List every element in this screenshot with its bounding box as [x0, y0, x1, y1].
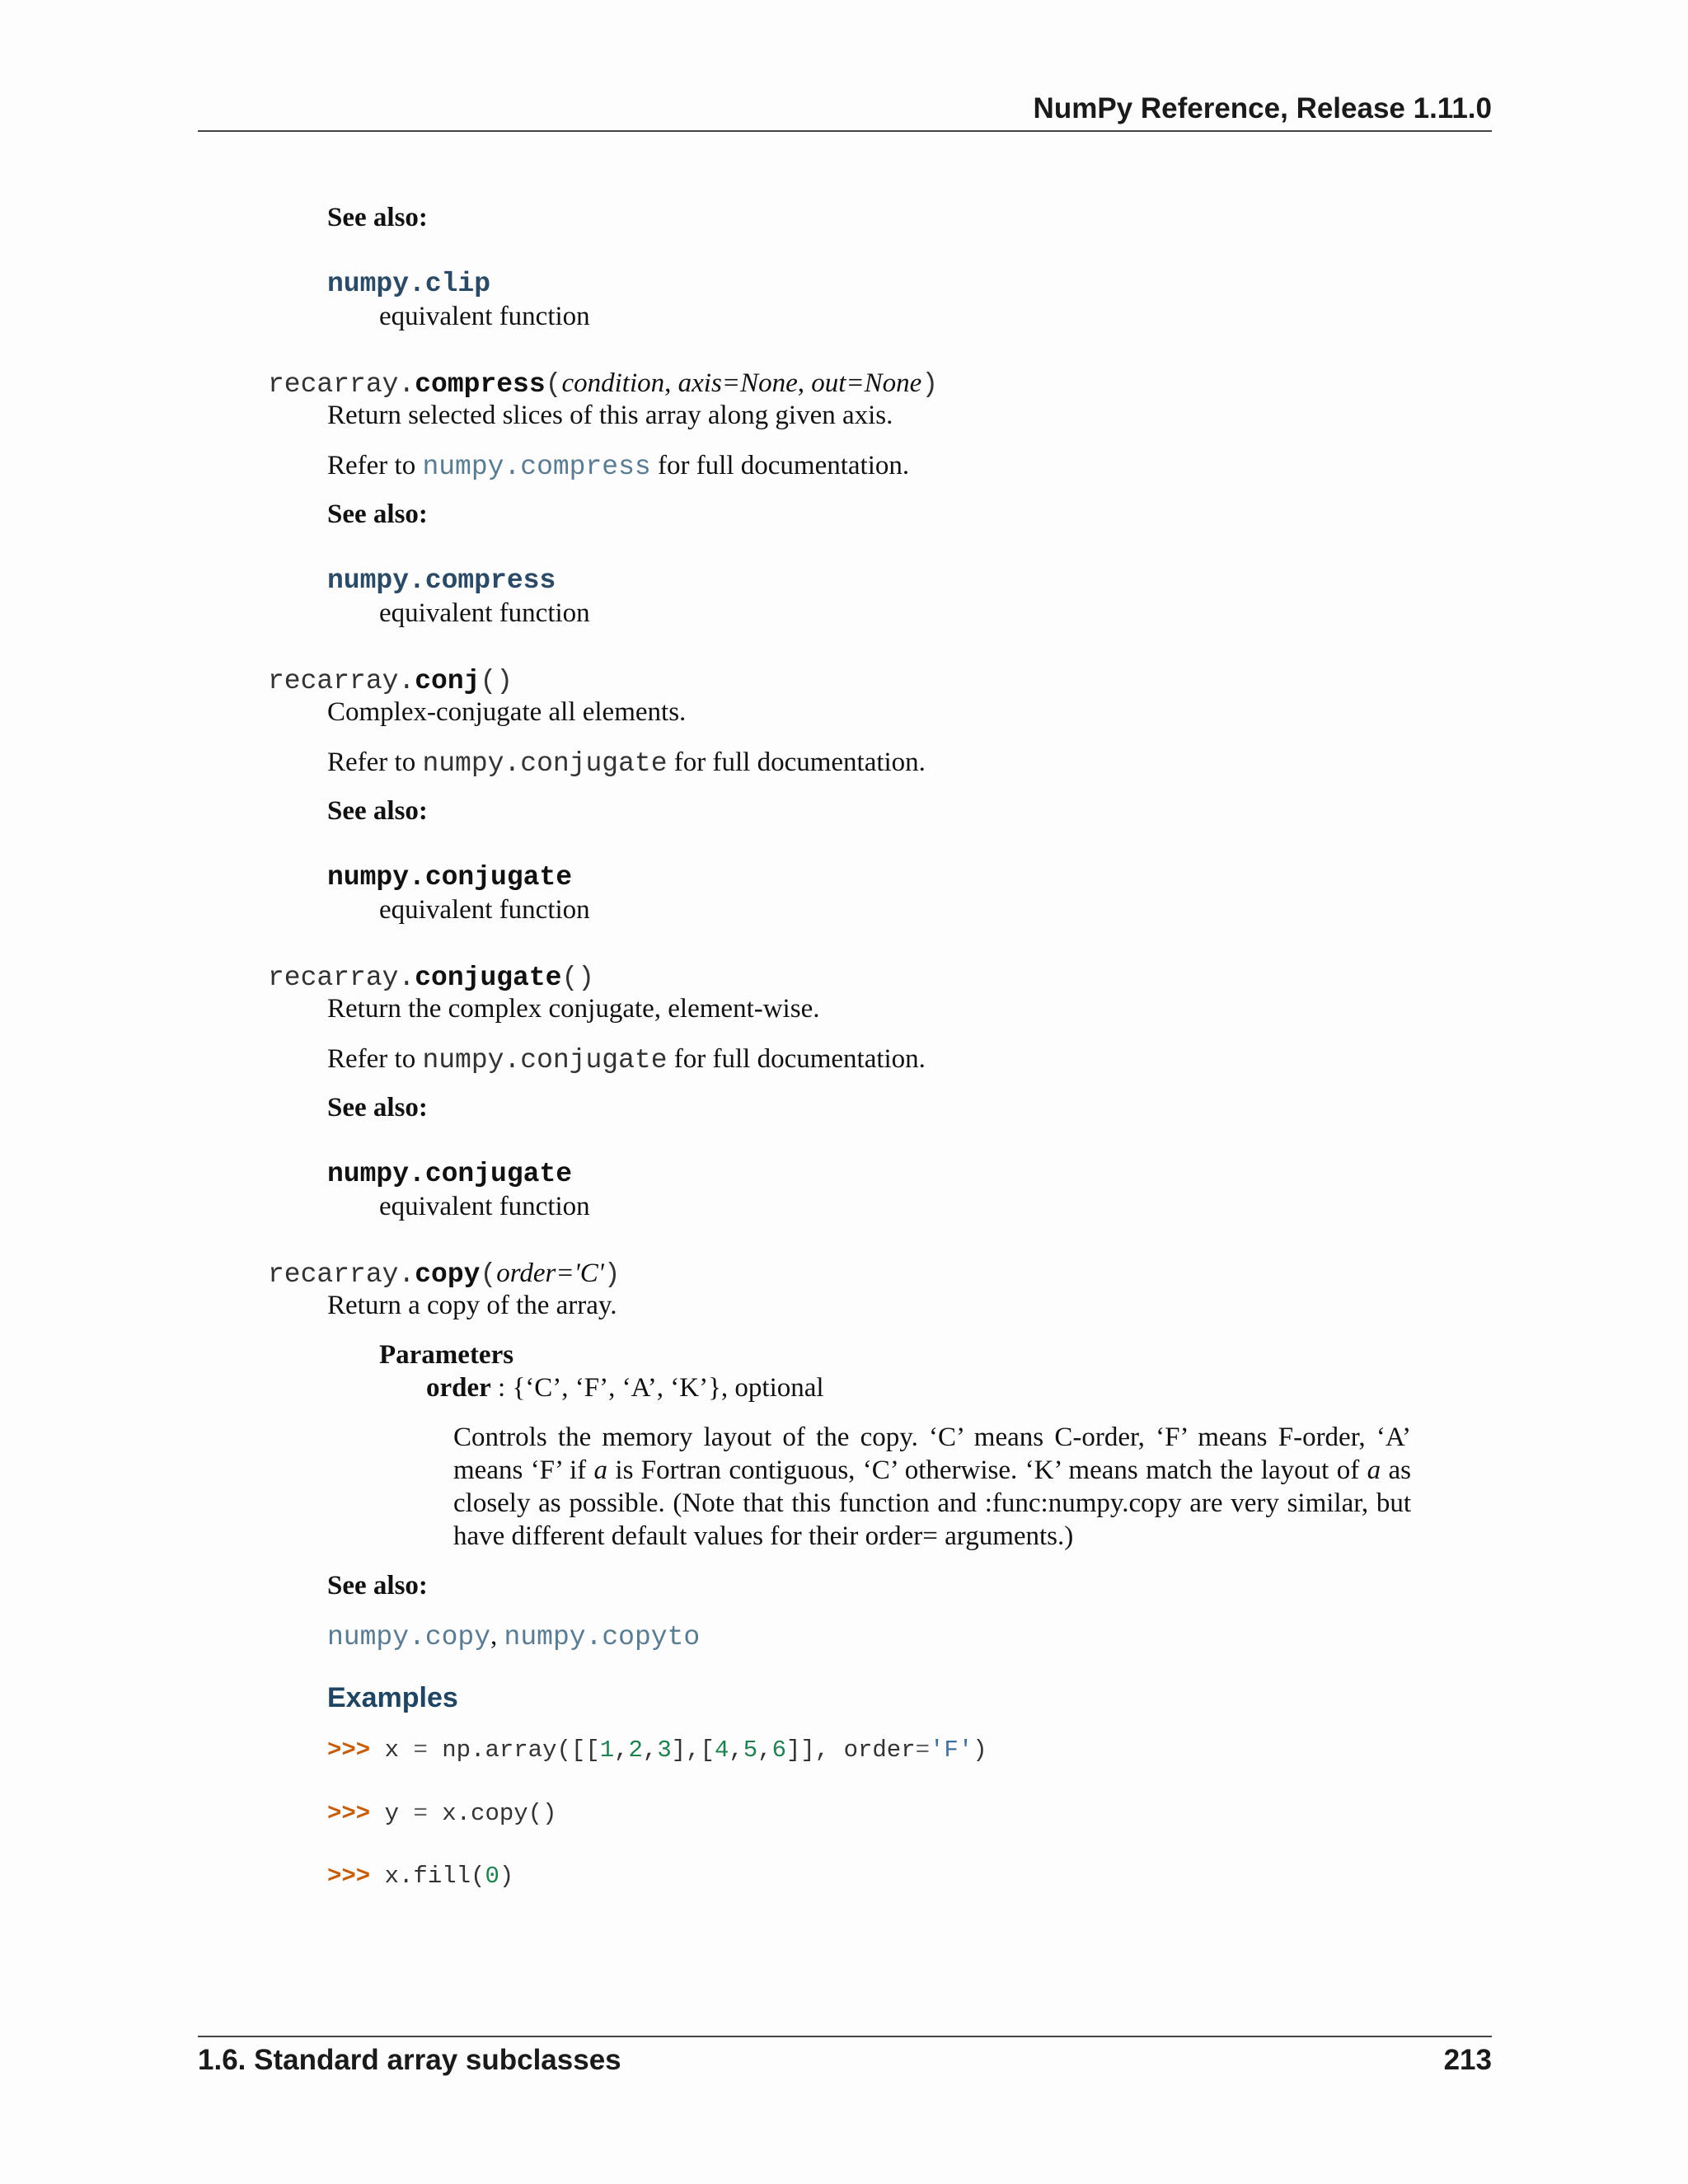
- refer-link-numpy-compress[interactable]: numpy.compress: [422, 452, 651, 482]
- arg-axis: axis=None: [678, 368, 798, 398]
- method-description: Return selected slices of this array along given axis.: [327, 401, 893, 430]
- code-line: [327, 1797, 556, 1830]
- see-also-term-numpy-conjugate: numpy.conjugate: [327, 1159, 573, 1189]
- method-description: Complex-conjugate all elements.: [327, 697, 687, 727]
- see-also-link-numpy-copyto[interactable]: numpy.copyto: [504, 1622, 701, 1652]
- code-token: ,: [642, 1736, 658, 1764]
- method-name: conjugate: [415, 963, 562, 993]
- code-token: ,: [729, 1736, 743, 1764]
- class-name: recarray.: [268, 963, 415, 993]
- running-header: NumPy Reference, Release 1.11.0: [1033, 92, 1492, 124]
- parameters-heading: Parameters: [379, 1340, 514, 1370]
- code-line: [327, 1734, 987, 1767]
- code-token: 'F': [930, 1736, 973, 1764]
- code-token: 1: [599, 1736, 615, 1764]
- see-also-link-numpy-clip[interactable]: numpy.clip: [327, 269, 491, 299]
- code-prompt: >>>: [327, 1800, 371, 1827]
- arg-order: order='C': [496, 1258, 604, 1288]
- code-prompt: >>>: [327, 1863, 371, 1890]
- code-token: =: [915, 1736, 931, 1764]
- code-token: 2: [628, 1736, 643, 1764]
- code-token: ]], order: [785, 1736, 916, 1764]
- code-token: ],[: [671, 1736, 715, 1764]
- see-also-link-description: equivalent function: [379, 895, 590, 925]
- page-number: 213: [1443, 2044, 1492, 2076]
- code-line: [327, 1860, 513, 1893]
- examples-heading: Examples: [327, 1682, 458, 1713]
- method-signature-copy: recarray.copy(order='C'): [268, 1258, 621, 1290]
- code-token: 5: [743, 1736, 758, 1764]
- class-name: recarray.: [268, 666, 415, 696]
- footer-section-title: 1.6. Standard array subclasses: [198, 2044, 621, 2076]
- code-token: 0: [485, 1863, 499, 1890]
- code-token: x.fill(: [370, 1863, 485, 1890]
- refer-line: Refer to numpy.conjugate for full documentation.: [327, 748, 926, 779]
- parameter-description: Controls the memory layout of the copy. ‘C’ means C-order, ‘F’ means F-order, ‘A’ means ‘F’ if a is Fortran contiguous, ‘C’ otherwise. ‘K’ means match the layout of a as closely as possible. (Note that this function and :func:numpy.copy are very similar, but have different default values for their order= arguments.): [453, 1422, 1411, 1551]
- refer-code-numpy-conjugate: numpy.conjugate: [422, 1045, 668, 1076]
- method-name: conj: [415, 666, 481, 696]
- see-also-heading: See also:: [327, 1571, 428, 1601]
- see-also-heading: See also:: [327, 796, 428, 826]
- refer-line: Refer to numpy.compress for full documentation.: [327, 451, 910, 482]
- see-also-heading: See also:: [327, 1093, 428, 1122]
- code-prompt: >>>: [327, 1736, 371, 1764]
- code-token: x: [370, 1736, 414, 1764]
- code-token: 3: [657, 1736, 672, 1764]
- see-also-term-numpy-conjugate: numpy.conjugate: [327, 862, 573, 893]
- arg-condition: condition: [561, 368, 665, 398]
- code-token: np.array([[: [427, 1736, 600, 1764]
- header-rule: [198, 130, 1492, 132]
- see-also-link-numpy-compress[interactable]: numpy.compress: [327, 565, 556, 596]
- code-token: y: [370, 1800, 414, 1827]
- refer-code-numpy-conjugate: numpy.conjugate: [422, 748, 668, 779]
- refer-line: Refer to numpy.conjugate for full documentation.: [327, 1044, 926, 1076]
- code-token: 6: [771, 1736, 786, 1764]
- code-token: ): [973, 1736, 987, 1764]
- method-signature-compress: recarray.compress(condition, axis=None, out=None): [268, 368, 939, 400]
- code-token: ,: [614, 1736, 629, 1764]
- see-also-link-numpy-copy[interactable]: numpy.copy: [327, 1622, 491, 1652]
- see-also-heading: See also:: [327, 499, 428, 529]
- parameter-name: order: [426, 1373, 491, 1403]
- footer-rule: [198, 2036, 1492, 2037]
- see-also-heading: See also:: [327, 203, 428, 232]
- method-name: compress: [415, 369, 546, 400]
- see-also-link-description: equivalent function: [379, 1192, 590, 1221]
- code-token: 4: [714, 1736, 729, 1764]
- code-token: ,: [757, 1736, 772, 1764]
- see-also-link-description: equivalent function: [379, 598, 590, 628]
- method-signature-conjugate: recarray.conjugate(): [268, 963, 595, 993]
- method-name: copy: [415, 1259, 481, 1290]
- class-name: recarray.: [268, 1259, 415, 1290]
- method-description: Return the complex conjugate, element-wise.: [327, 994, 820, 1024]
- method-description: Return a copy of the array.: [327, 1291, 617, 1320]
- code-token: =: [413, 1800, 428, 1827]
- see-also-link-description: equivalent function: [379, 302, 590, 331]
- parameter-type: : {‘C’, ‘F’, ‘A’, ‘K’}, optional: [490, 1373, 824, 1403]
- code-token: x.copy(): [427, 1800, 557, 1827]
- code-token: =: [413, 1736, 428, 1764]
- class-name: recarray.: [268, 369, 415, 400]
- code-token: ): [499, 1863, 514, 1890]
- see-also-links: numpy.copy, numpy.copyto: [327, 1621, 701, 1652]
- parameter-order: [426, 1371, 824, 1404]
- arg-out: out=None: [811, 368, 922, 398]
- method-signature-conj: recarray.conj(): [268, 666, 513, 696]
